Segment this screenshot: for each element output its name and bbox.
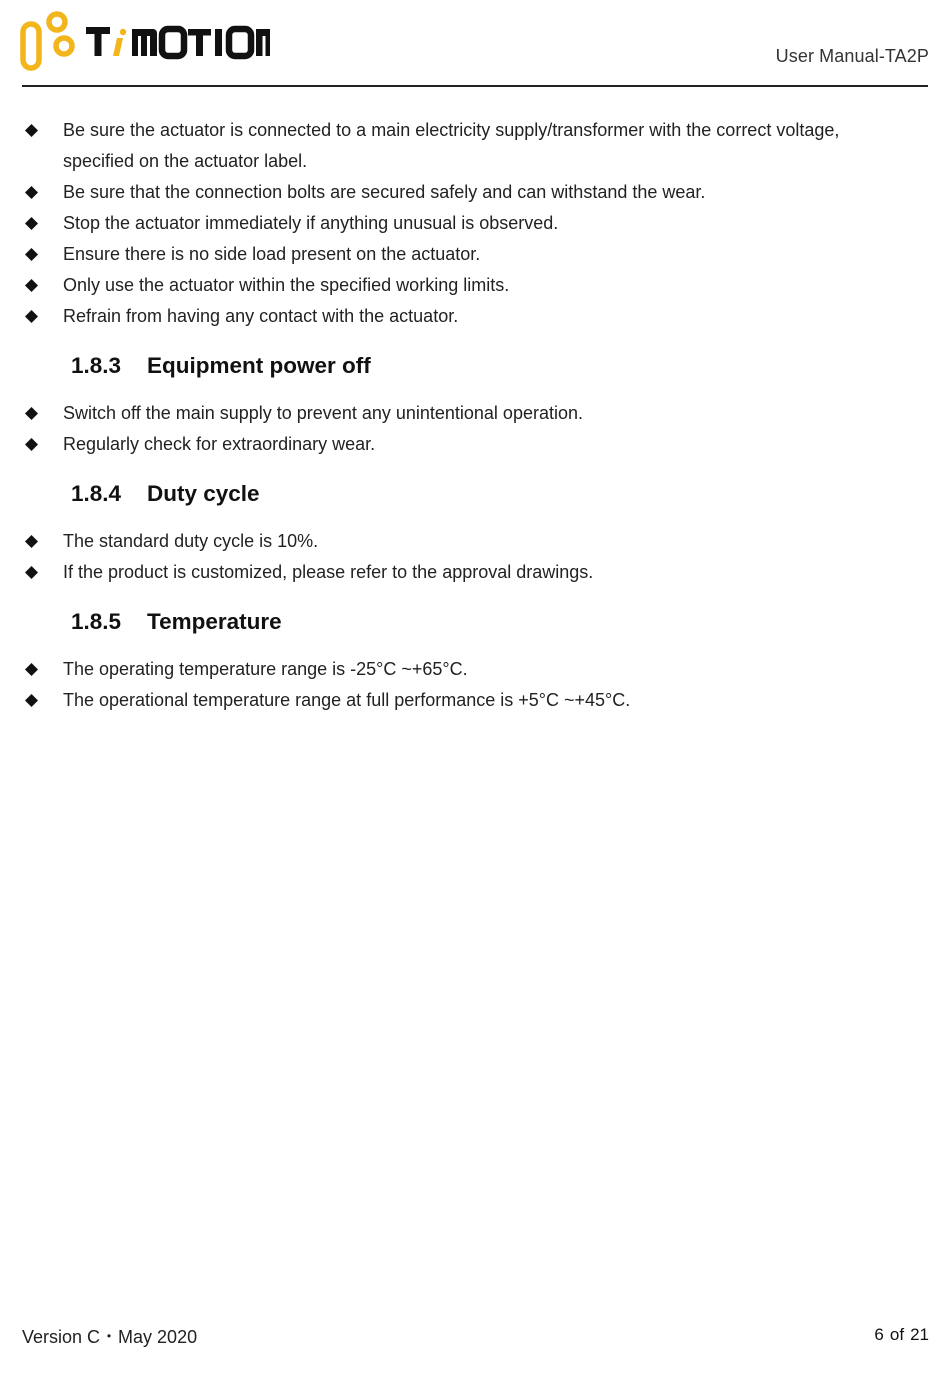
page-number bbox=[874, 1325, 929, 1345]
bullet-list-power-off bbox=[22, 398, 902, 460]
footer-version: Version C・May 2020 bbox=[22, 1327, 198, 1347]
section-heading-power-off bbox=[71, 351, 902, 381]
page-of: of bbox=[889, 1325, 905, 1344]
diamond-bullet-icon bbox=[25, 535, 38, 548]
list-item: Ensure there is no side load present on the actuator. bbox=[22, 239, 902, 270]
list-item: Regularly check for extraordinary wear. bbox=[22, 429, 902, 460]
list-item: If the product is customized, please refer to the approval drawings. bbox=[22, 557, 902, 588]
section-number: 1.8.5 bbox=[71, 609, 122, 634]
section-title: Temperature bbox=[147, 609, 282, 634]
list-item: Switch off the main supply to prevent any unintentional operation. bbox=[22, 398, 902, 429]
page-header bbox=[0, 0, 950, 90]
list-item: The operational temperature range at full performance is +5°C ~+45°C. bbox=[22, 685, 902, 716]
diamond-bullet-icon bbox=[25, 566, 38, 579]
diamond-bullet-icon bbox=[25, 694, 38, 707]
section-number: 1.8.4 bbox=[71, 481, 122, 506]
section-heading-duty-cycle bbox=[71, 479, 902, 509]
list-item: Be sure the actuator is connected to a main electricity supply/transformer with the correct voltage, specified on the actuator label. bbox=[22, 115, 902, 177]
bullet-list-duty-cycle bbox=[22, 526, 902, 588]
section-number: 1.8.3 bbox=[71, 353, 122, 378]
bullet-list-temperature bbox=[22, 654, 902, 716]
list-item: The operating temperature range is -25°C ~+65°C. bbox=[22, 654, 902, 685]
list-item: The standard duty cycle is 10%. bbox=[22, 526, 902, 557]
list-item: Only use the actuator within the specified working limits. bbox=[22, 270, 902, 301]
timotion-logo bbox=[20, 6, 270, 72]
header-divider bbox=[22, 85, 928, 87]
diamond-bullet-icon bbox=[25, 279, 38, 292]
list-item: Stop the actuator immediately if anything unusual is observed. bbox=[22, 208, 902, 239]
diamond-bullet-icon bbox=[25, 663, 38, 676]
diamond-bullet-icon bbox=[25, 407, 38, 420]
diamond-bullet-icon bbox=[25, 248, 38, 261]
page-content bbox=[22, 115, 902, 716]
page-current: 6 bbox=[874, 1325, 884, 1344]
list-item: Be sure that the connection bolts are secured safely and can withstand the wear. bbox=[22, 177, 902, 208]
document-title: User Manual-TA2P bbox=[775, 46, 929, 66]
page-total: 21 bbox=[910, 1325, 929, 1344]
list-item: Refrain from having any contact with the actuator. bbox=[22, 301, 902, 332]
section-heading-temperature bbox=[71, 607, 902, 637]
bullet-list-general bbox=[22, 115, 902, 332]
diamond-bullet-icon bbox=[25, 217, 38, 230]
diamond-bullet-icon bbox=[25, 124, 38, 137]
section-title: Duty cycle bbox=[147, 481, 260, 506]
diamond-bullet-icon bbox=[25, 310, 38, 323]
diamond-bullet-icon bbox=[25, 438, 38, 451]
diamond-bullet-icon bbox=[25, 186, 38, 199]
section-title: Equipment power off bbox=[147, 353, 371, 378]
